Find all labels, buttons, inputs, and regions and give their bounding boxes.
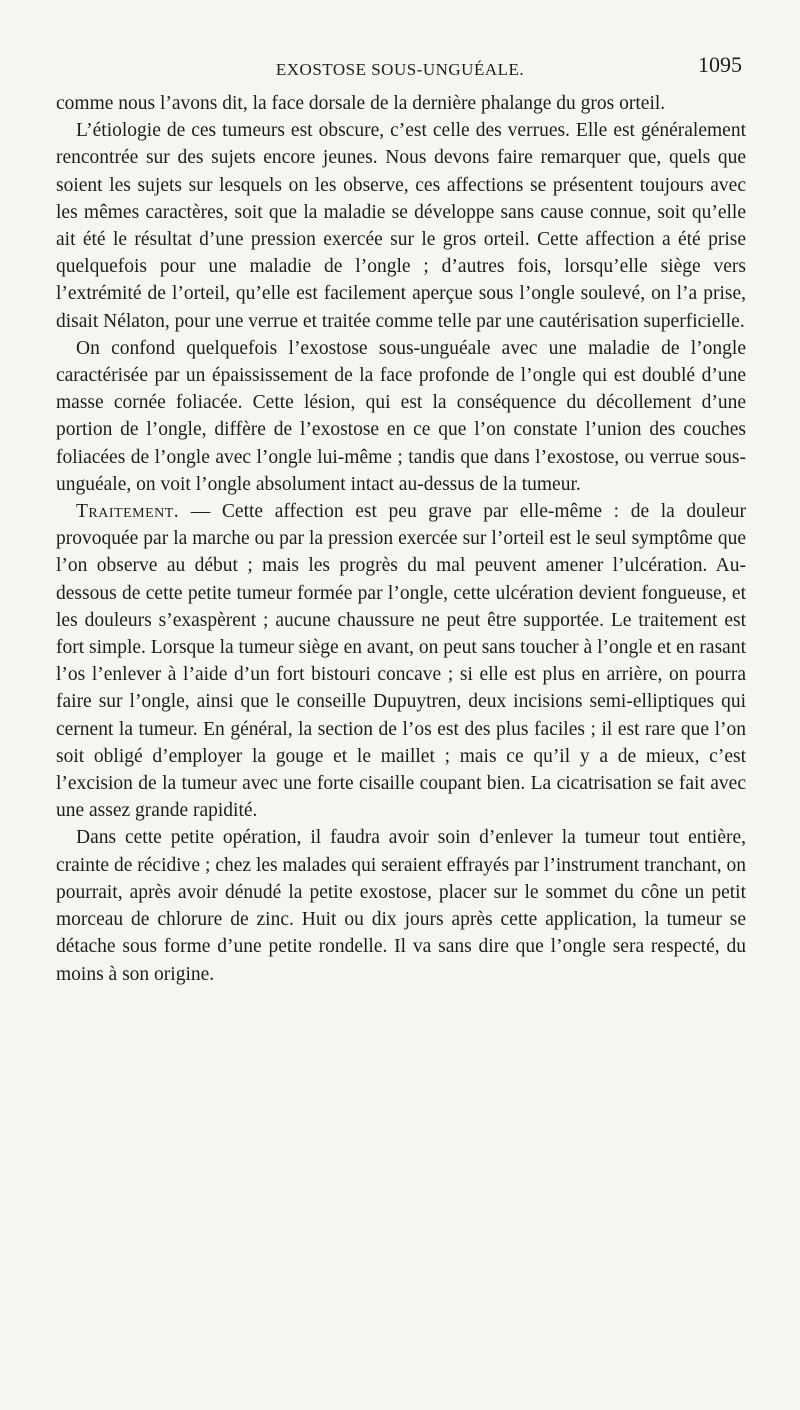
page-header (0, 52, 800, 92)
paragraph-traitement (56, 498, 746, 824)
paragraph-operation: Dans cette petite opération, il faudra avoir soin d’enlever la tumeur tout entière, crainte de récidive ; chez les malades qui seraient effrayés par l’instrument tranchant, on pourrait, après avoir dénudé la petite exostose, placer sur le sommet du cône un petit morceau de chlorure de zinc. Huit ou dix jours après cette application, la tumeur se détache sous forme d’une petite rondelle. Il va sans dire que l’ongle sera respecté, du moins à son origine. (56, 827, 746, 985)
paragraph-traitement-text: — Cette affection est peu grave par elle-même : de la douleur provoquée par la marche ou par la pression exercée sur l’orteil est le seul symptôme que l’on observe au début ; mais les progrès du mal peuvent amener l’ulcération. Au-dessous de cette petite tumeur formée par l’ongle, cette ulcération devient fongueuse, et les douleurs s’exaspèrent ; aucune chaussure ne peut être supportée. Le traitement est fort simple. Lorsque la tumeur siège en avant, on peut sans toucher à l’ongle et en rasant l’os l’enlever à l’aide d’un fort bistouri concave ; si elle est plus en arrière, on pourra faire sur l’ongle, ainsi que le conseille Dupuytren, deux incisions semi-elliptiques qui cernent la tumeur. En général, la section de l’os est des plus faciles ; il est rare que l’on soit obligé d’employer la gouge et le maillet ; mais ce qu’il y a de mieux, c’est l’excision de la tumeur avec une forte cisaille coupant bien. La cicatrisation se fait avec une assez grande rapidité. (56, 501, 746, 822)
paragraph-continuation: comme nous l’avons dit, la face dorsale de la dernière phalange du gros orteil. (56, 93, 666, 114)
paragraph-etiologie: L’étiologie de ces tumeurs est obscure, c’est celle des verrues. Elle est généralement rencontrée sur des sujets encore jeunes. Nous devons faire remarquer que, quels que soient les sujets sur lesquels on les observe, ces affections se présentent toujours avec les mêmes caractères, soit que la maladie se développe sans cause connue, soit qu’elle ait été le résultat d’une pression exercée sur le gros orteil. Cette affection a été prise quelquefois pour une maladie de l’ongle ; d’autres fois, lorsqu’elle siège vers l’extrémité de l’orteil, qu’elle est facilement aperçue sous l’ongle soulevé, on l’a prise, disait Nélaton, pour une verrue et traitée comme telle par une cautérisation superficielle. (56, 120, 746, 332)
page-body (56, 90, 746, 988)
section-heading-traitement: Traitement. (76, 501, 180, 523)
running-title: EXOSTOSE SOUS-UNGUÉALE. (275, 60, 525, 79)
page-number: 1095 (698, 52, 742, 77)
paragraph-diagnostic: On confond quelquefois l’exostose sous-unguéale avec une maladie de l’ongle caractérisée par un épaississement de la face profonde de l’ongle qui est doublé d’une masse cornée foliacée. Cette lésion, qui est la conséquence du décollement d’une portion de l’ongle, diffère de l’exostose en ce que l’on constate l’union des couches foliacées de l’ongle avec l’ongle lui-même ; tandis que dans l’exostose, ou verrue sous-unguéale, on voit l’ongle absolument intact au-dessus de la tumeur. (56, 337, 746, 495)
